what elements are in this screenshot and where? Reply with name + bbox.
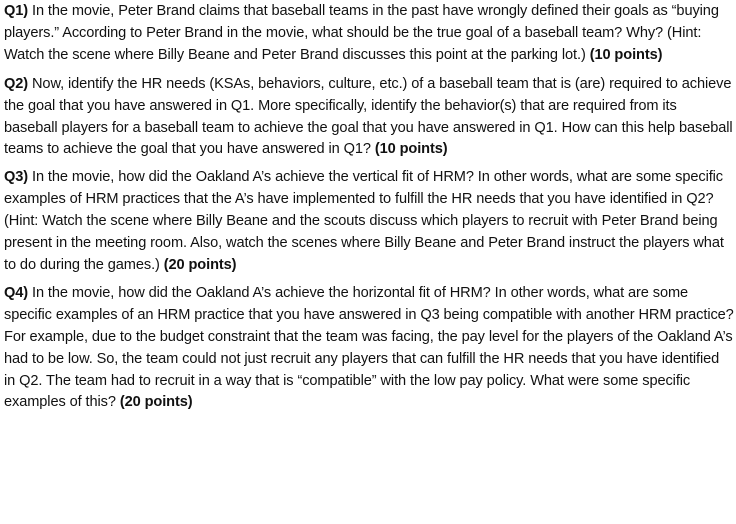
question-1-points: (10 points) — [589, 46, 663, 63]
question-1 — [4, 1, 734, 67]
question-2-points: (10 points) — [374, 141, 448, 158]
question-1-number: Q1) — [4, 3, 29, 19]
question-3-number: Q3) — [4, 169, 29, 186]
question-1-text: In the movie, Peter Brand claims that baseball teams in the past have wrongly defined their goals as “buying players.” According to Peter Brand in the movie, what should be the true goal of a baseball team? Why? (Hint: Watch the scene where Billy Beane and Peter Brand discusses this point at the parking lot.) — [4, 3, 719, 63]
question-2-number: Q2) — [4, 75, 29, 92]
question-4-points: (20 points) — [119, 394, 193, 411]
assignment-document — [0, 1, 736, 524]
question-2 — [4, 74, 734, 162]
question-3-points: (20 points) — [163, 256, 237, 273]
question-2-text: Now, identify the HR needs (KSAs, behaviors, culture, etc.) of a baseball team that is (are) required to achieve the goal that you have answered in Q1. More specifically, identify the behavior(s) that are required from its baseball players for a baseball team to achieve the goal that you have answered in Q1. How can this help baseball teams to achieve the goal that you have answered in Q1? — [4, 75, 733, 158]
question-3-text: In the movie, how did the Oakland A’s achieve the vertical fit of HRM? In other words, what are some specific examples of HRM practices that the A’s have implemented to fulfill the HR needs that you have identified in Q2? (Hint: Watch the scene where Billy Beane and the scouts discuss which players to recruit with Peter Brand being present in the meeting room. Also, watch the scenes where Billy Beane and Peter Brand instruct the players what to do during the games.) — [4, 169, 724, 273]
question-4 — [4, 283, 734, 414]
question-3 — [4, 167, 734, 277]
question-4-text: In the movie, how did the Oakland A’s achieve the horizontal fit of HRM? In other words, what are some specific examples of an HRM practice that you have answered in Q3 being compatible with another HRM practice? For example, due to the budget constraint that the team was facing, the pay level for the players of the Oakland A’s had to be low. So, the team could not just recruit any players that can fulfill the HR needs that you have identified in Q2. The team had to recruit in a way that is “compatible” with the low pay policy. What were some specific examples of this? — [4, 284, 734, 411]
question-4-number: Q4) — [4, 284, 29, 301]
